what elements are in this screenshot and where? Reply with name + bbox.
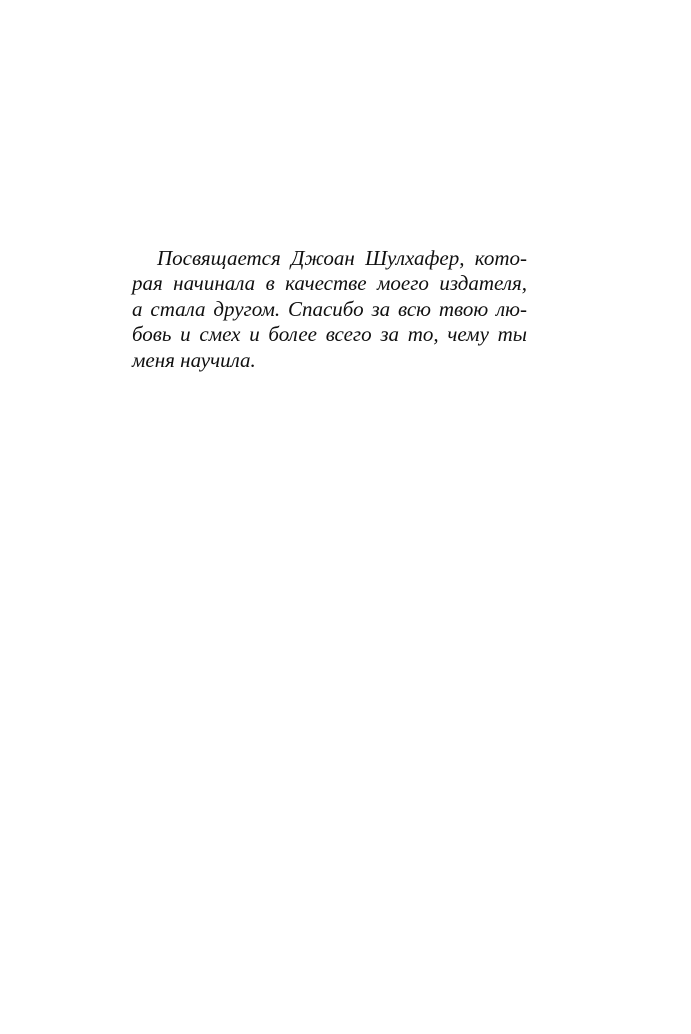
dedication-line: а стала другом. Спасибо за всю твою лю- <box>132 296 527 321</box>
dedication-line: меня научила. <box>132 347 256 372</box>
dedication-line: Посвящается Джоан Шулхафер, кото- <box>157 246 527 270</box>
dedication-line: бовь и смех и более всего за то, чему ты <box>132 322 527 347</box>
dedication-line: рая начинала в качестве моего издателя, <box>132 271 527 296</box>
dedication-paragraph <box>132 246 527 373</box>
